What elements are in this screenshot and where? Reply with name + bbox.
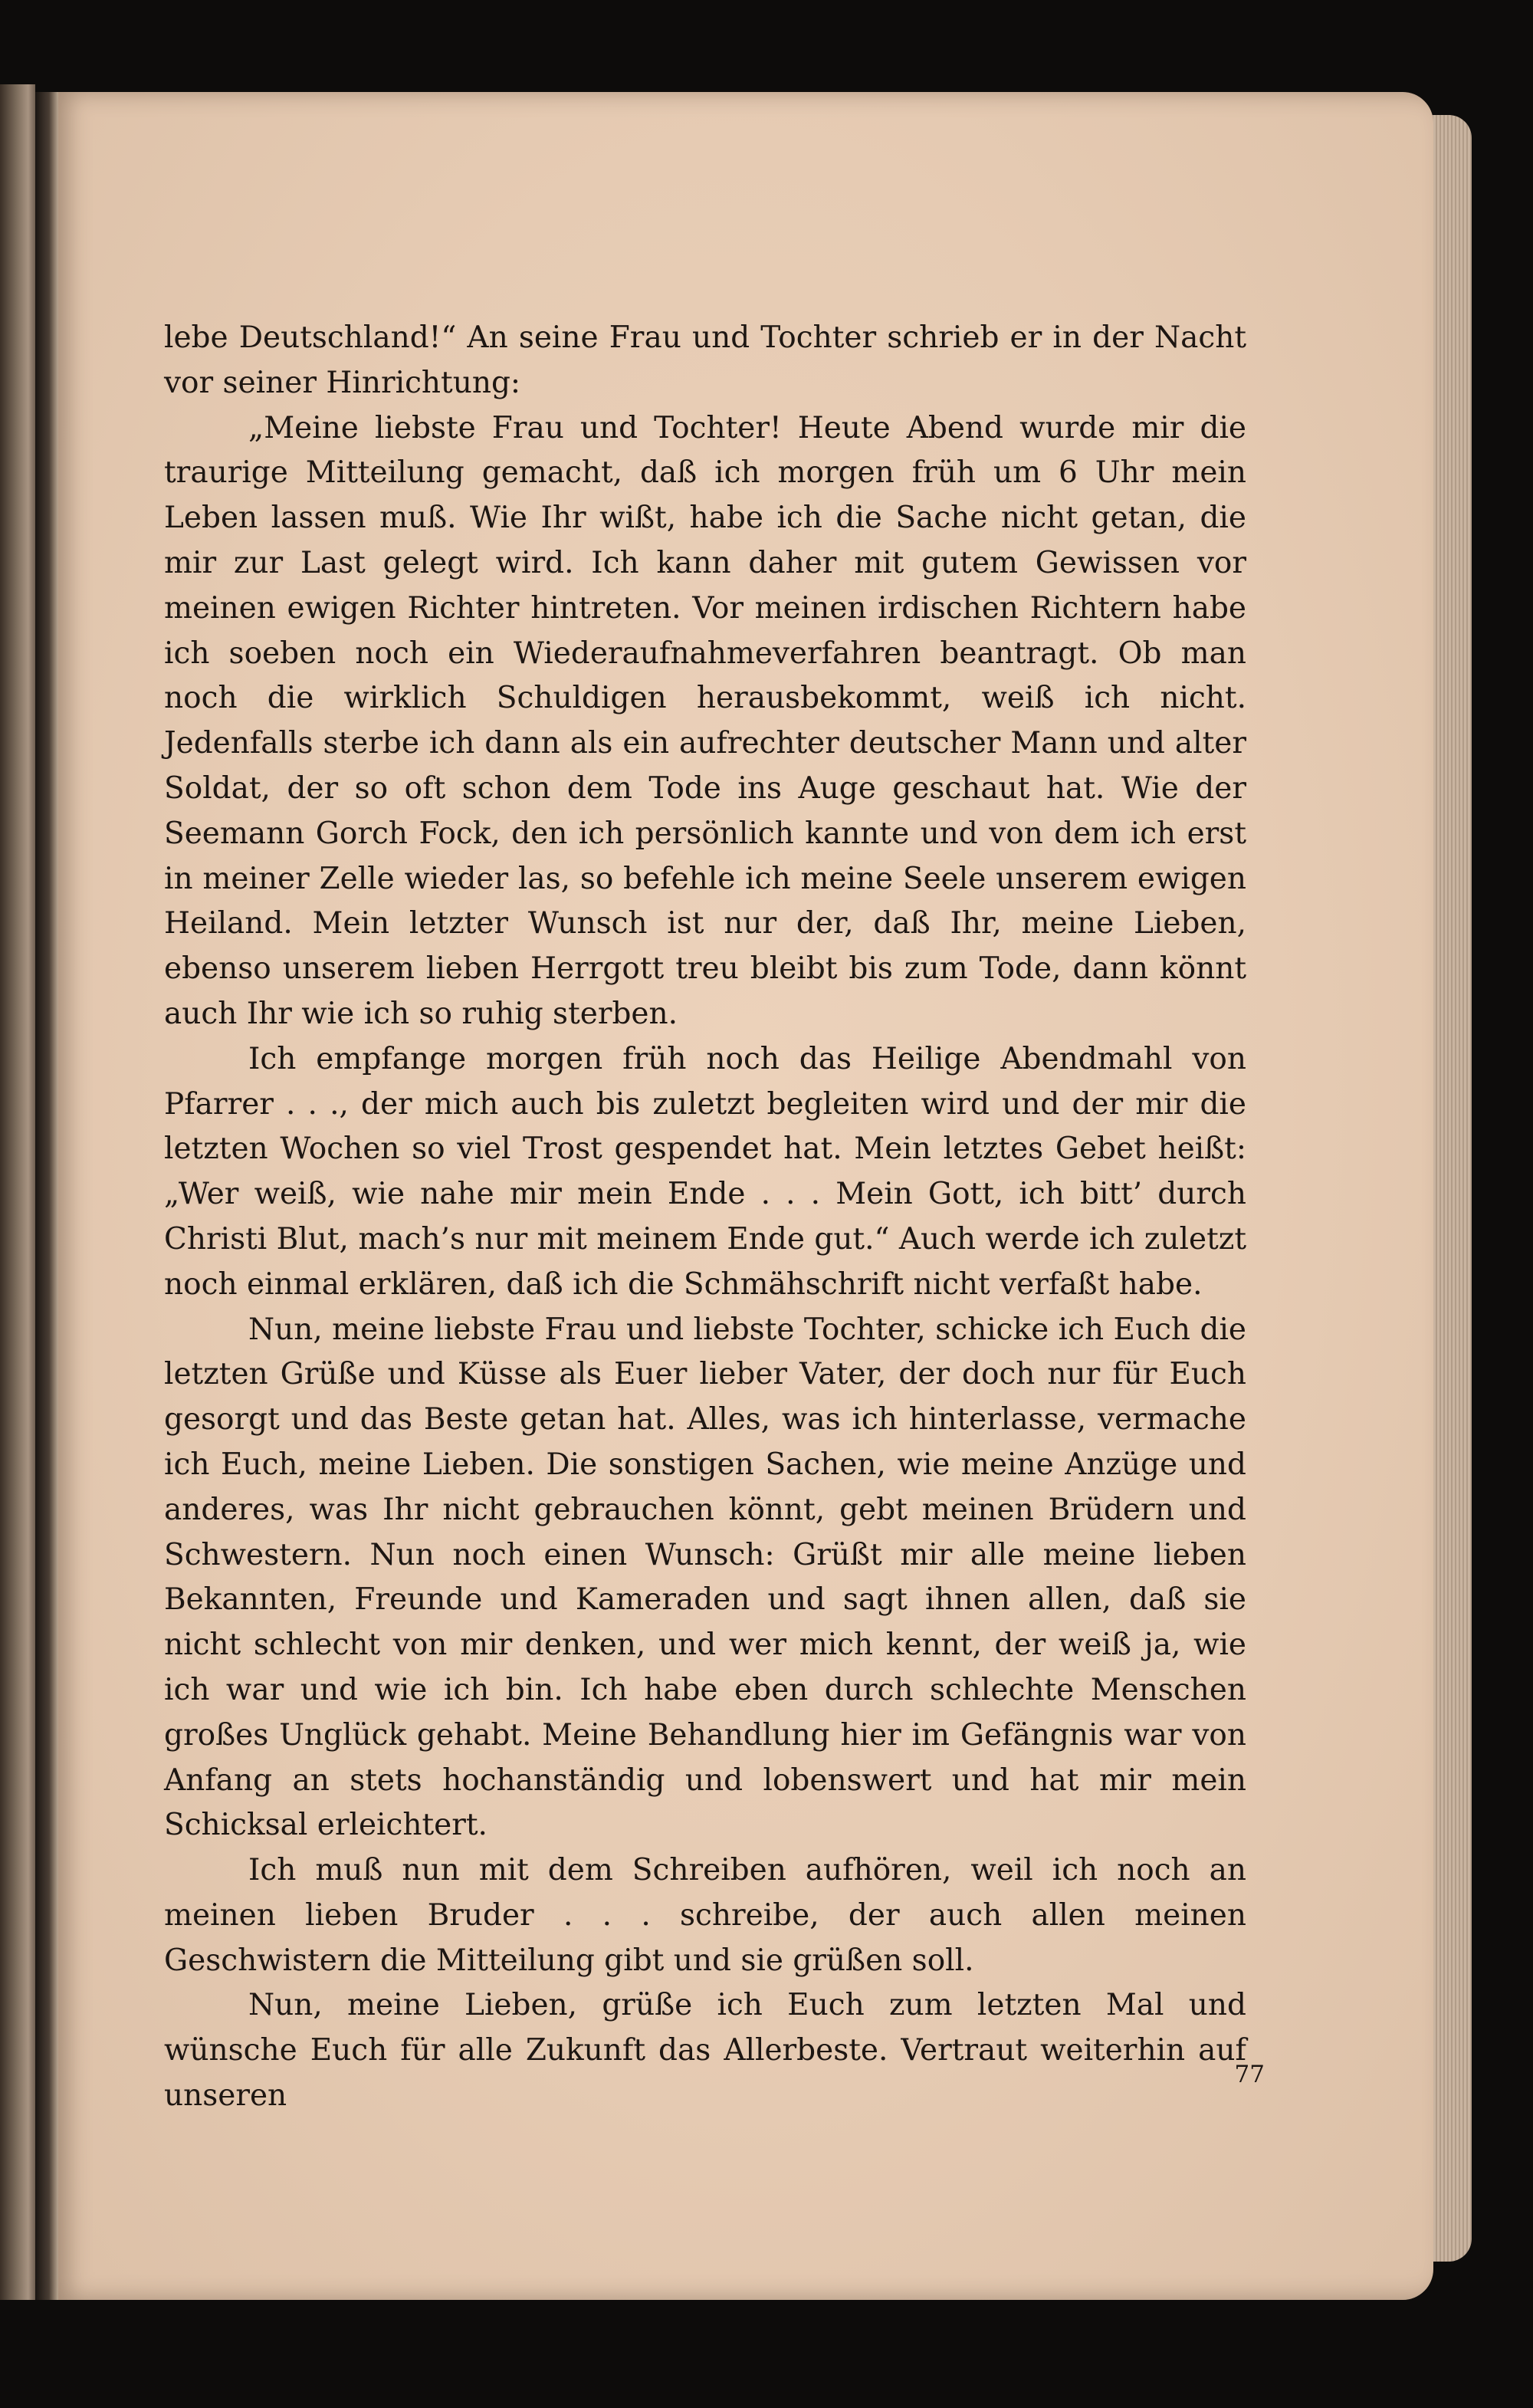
paragraph: „Meine liebste Frau und Tochter! Heute Abend wurde mir die traurige Mitteilung gemacht, daß ich morgen früh um 6 Uhr mein Leben lassen muß. Wie Ihr wißt, habe ich die Sache nicht getan, die mir zur Last gelegt wird. Ich kann daher mit gutem Gewissen vor meinen ewigen Richter hintreten. Vor meinen irdischen Richtern habe ich soeben noch ein Wiederaufnahmeverfahren beantragt. Ob man noch die wirklich Schuldigen herausbekommt, weiß ich nicht. Jedenfalls sterbe ich dann als ein aufrechter deutscher Mann und alter Soldat, der so oft schon dem Tode ins Auge geschaut hat. Wie der Seemann Gorch Fock, den ich persönlich kannte und von dem ich erst in meiner Zelle wieder las, so befehle ich meine Seele unserem ewigen Heiland. Mein letzter Wunsch ist nur der, daß Ihr, meine Lieben, ebenso unserem lieben Herrgott treu bleibt bis zum Tode, dann könnt auch Ihr wie ich so ruhig sterben.	[164, 410, 1246, 1031]
paragraph: Nun, meine liebste Frau und liebste Tochter, schicke ich Euch die letzten Grüße und Küsse als Euer lieber Vater, der doch nur für Euch gesorgt und das Beste getan hat. Alles, was ich hinterlasse, vermache ich Euch, meine Lieben. Die sonstigen Sachen, wie meine Anzüge und anderes, was Ihr nicht gebrauchen könnt, gebt meinen Brüdern und Schwestern. Nun noch einen Wunsch: Grüßt mir alle meine lieben Bekannten, Freunde und Kameraden und sagt ihnen allen, daß sie nicht schlecht von mir denken, und wer mich kennt, der weiß ja, wie ich war und wie ich bin. Ich habe eben durch schlechte Menschen großes Unglück gehabt. Meine Behandlung hier im Gefängnis war von Anfang an stets hochanständig und lobenswert und hat mir mein Schicksal erleichtert.	[164, 1312, 1246, 1843]
body-text	[164, 316, 1246, 2119]
paragraph: Nun, meine Lieben, grüße ich Euch zum letzten Mal und wünsche Euch für alle Zukunft das Allerbeste. Vertraut weiterhin auf unseren	[164, 1988, 1246, 2114]
paragraph: lebe Deutschland!“ An seine Frau und Tochter schrieb er in der Nacht vor seiner Hinrichtung:	[164, 320, 1246, 400]
left-page-edge	[0, 84, 35, 2300]
book-gutter	[35, 92, 58, 2300]
page-number: 77	[1234, 2061, 1265, 2088]
paragraph: Ich muß nun mit dem Schreiben aufhören, weil ich noch an meinen lieben Bruder . . . schreibe, der auch allen meinen Geschwistern die Mitteilung gibt und sie grüßen soll.	[164, 1853, 1246, 1978]
paragraph: Ich empfange morgen früh noch das Heilige Abendmahl von Pfarrer . . ., der mich auch bis zuletzt begleiten wird und der mir die letzten Wochen so viel Trost gespendet hat. Mein letztes Gebet heißt: „Wer weiß, wie nahe mir mein Ende . . . Mein Gott, ich bitt’ durch Christi Blut, mach’s nur mit meinem Ende gut.“ Auch werde ich zuletzt noch einmal erklären, daß ich die Schmähschrift nicht verfaßt habe.	[164, 1041, 1246, 1302]
